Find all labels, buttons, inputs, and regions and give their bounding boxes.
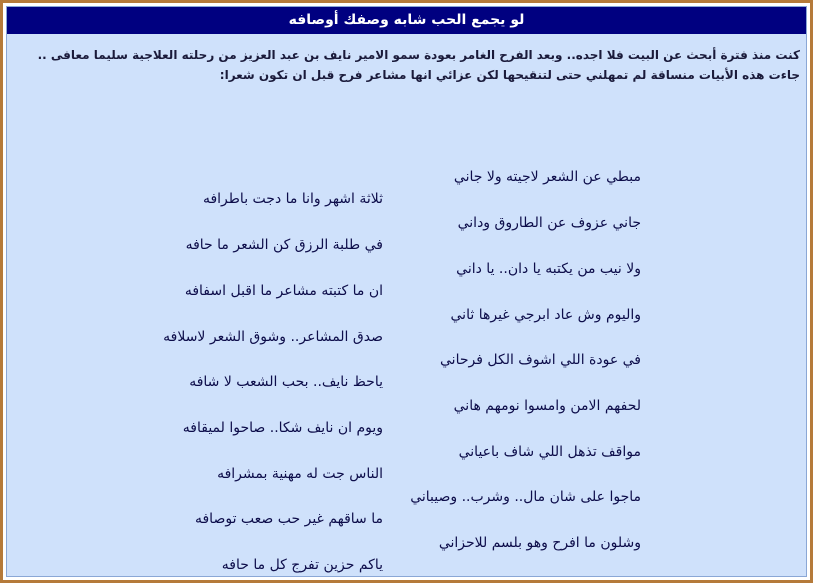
intro-paragraph: كنت منذ فترة أبحث عن البيت فلا اجده.. وبعد الفرح الغامر بعودة سمو الامير نايف بن عبد العزيز من رحلته العلاجية سليما معافى .. جاءت هذه الأبيات منساقة لم تمهلني حتى لتنقيحها لكن عزائي انها مشاعر فرح قبل ان تكون شعرا: bbox=[37, 48, 800, 82]
verse-7-first-hemistich: مواقف تذهل اللي شاف باعياني bbox=[458, 444, 641, 460]
verse-2-second-hemistich: في طلبة الرزق كن الشعر ما حافه bbox=[185, 237, 383, 253]
verse-5-first-hemistich: في عودة اللي اشوف الكل فرحاني bbox=[440, 352, 641, 368]
verse-2-first-hemistich: جاني عزوف عن الطاروق وداني bbox=[457, 215, 641, 231]
verse-9-second-hemistich: ياكم حزين تفرج كل ما حافه bbox=[221, 557, 383, 573]
verse-9-first-hemistich: وشلون ما افرح وهو بلسم للاحزاني bbox=[438, 535, 641, 551]
verse-5-second-hemistich: ياحظ نايف.. بحب الشعب لا شافه bbox=[189, 374, 383, 390]
verse-8-second-hemistich: ما ساقهم غير حب صعب توصافه bbox=[194, 511, 383, 527]
page-title: لو يجمع الحب شابه وصفك أوصافه bbox=[7, 7, 806, 34]
verse-1-second-hemistich: ثلاثة اشهر وانا ما دجت باطرافه bbox=[202, 191, 383, 207]
verse-3-second-hemistich: ان ما كتبته مشاعر ما اقبل اسفافه bbox=[184, 283, 383, 299]
verse-6-second-hemistich: ويوم ان نايف شكا.. صاحوا لميقافه bbox=[182, 420, 383, 436]
verse-1-first-hemistich: مبطي عن الشعر لاجيته ولا جاني bbox=[453, 169, 641, 185]
content-panel bbox=[6, 6, 807, 577]
verse-8-first-hemistich: ماجوا على شان مال.. وشرب.. وصيباني bbox=[410, 489, 641, 505]
verse-4-second-hemistich: صدق المشاعر.. وشوق الشعر لاسلافه bbox=[163, 329, 383, 345]
verse-7-second-hemistich: الناس جت له مهنية بمشرافه bbox=[217, 466, 383, 482]
poem bbox=[7, 7, 806, 576]
verse-3-first-hemistich: ولا نيب من يكتبه يا دان.. يا داني bbox=[456, 261, 641, 277]
verse-6-first-hemistich: لحفهم الامن وامسوا نومهم هاني bbox=[453, 398, 641, 414]
verse-4-first-hemistich: واليوم وش عاد ابرجي غيرها ثاني bbox=[450, 307, 641, 323]
